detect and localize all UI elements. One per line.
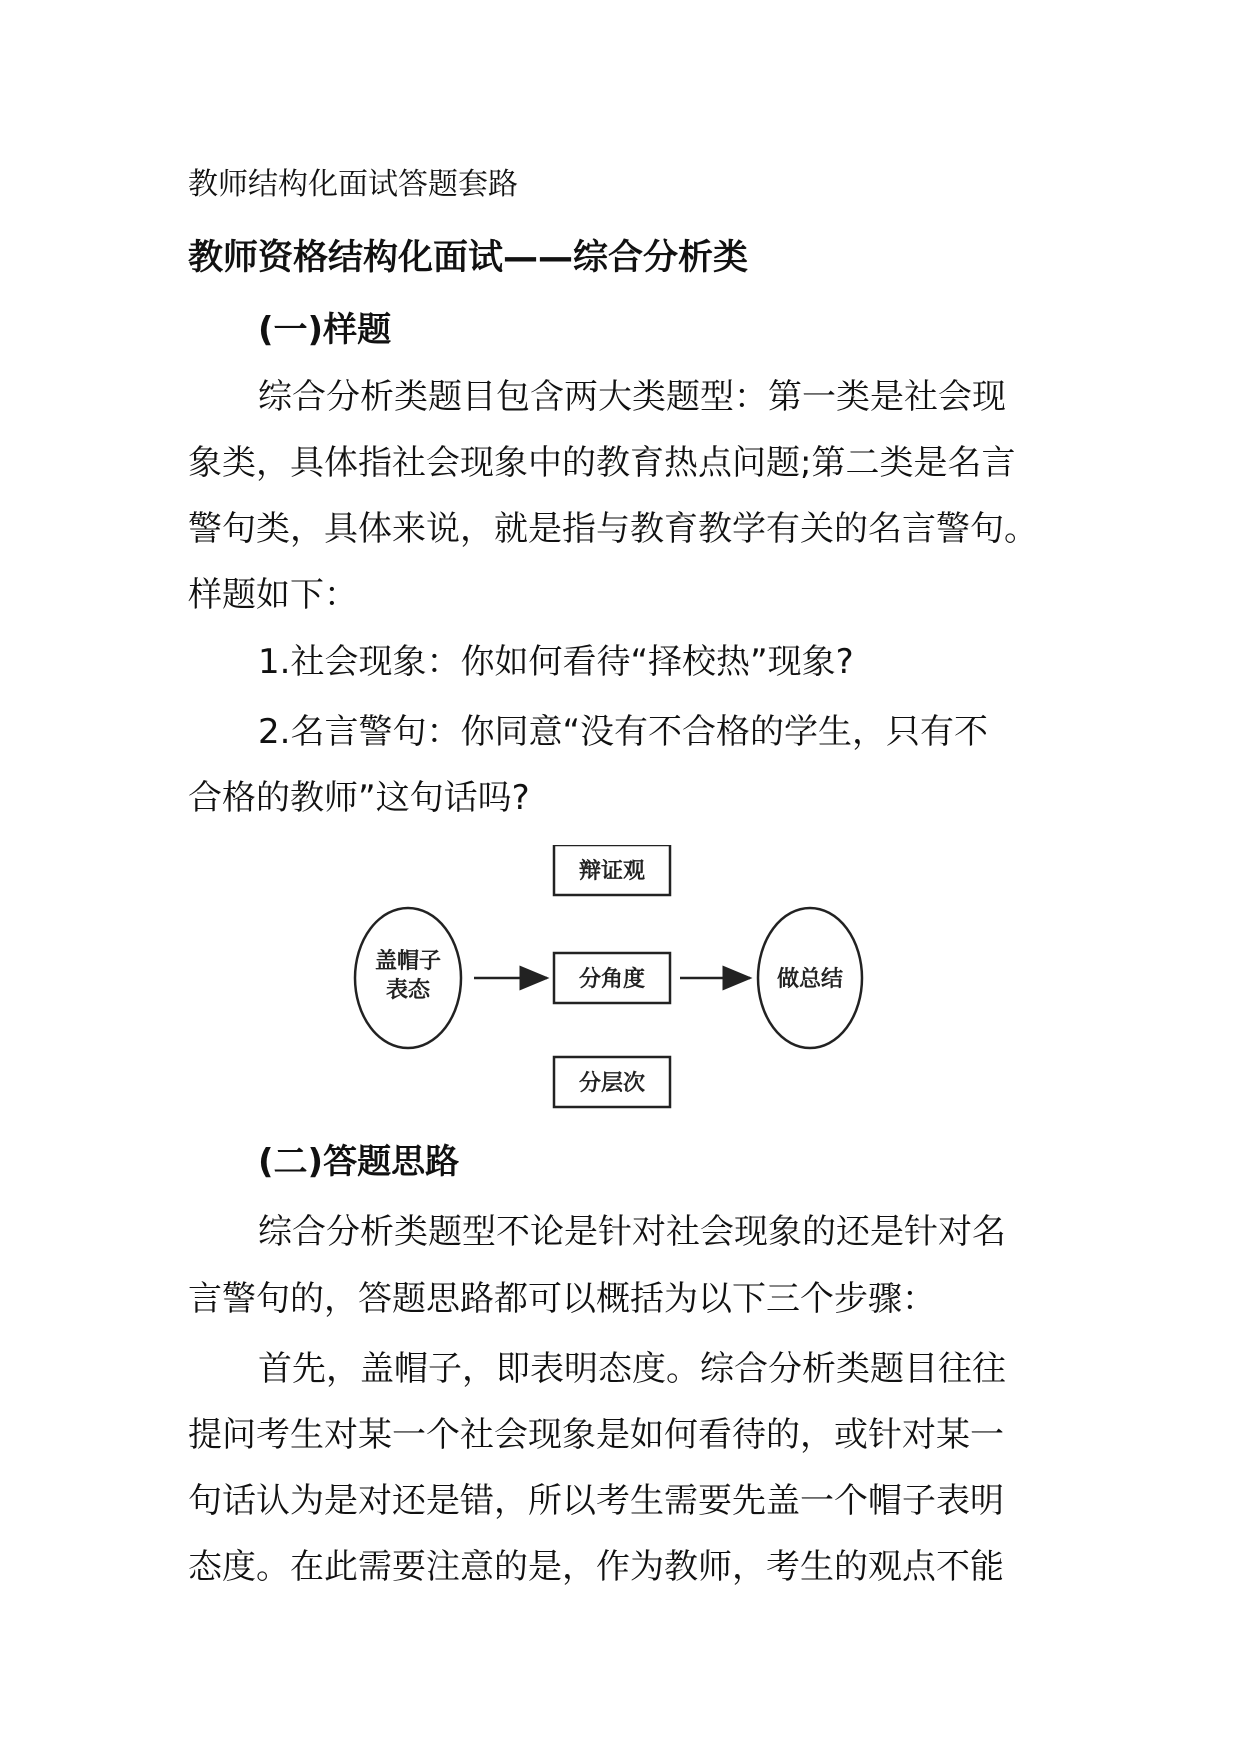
stance-node-label: 盖帽子 [374,948,442,974]
sample-question-2-line: 2.名言警句：你同意“没有不合格的学生，只有不 [258,712,989,752]
summary-node-label: 做总结 [776,966,844,992]
paragraph-line: 样题如下： [188,575,358,615]
perspectives-box-label: 分角度 [578,966,646,992]
section1-title: (一)样题 [258,310,392,350]
answer-flow-diagram [350,845,890,1115]
paragraph-line: 综合分析类题目包含两大类题型：第一类是社会现 [258,377,1006,417]
sample-question-1: 1.社会现象：你如何看待“择校热”现象? [258,642,854,682]
document-title: 教师结构化面试答题套路 [188,167,518,202]
stance-node-label: 表态 [385,977,431,1003]
section2-title: (二)答题思路 [258,1142,460,1182]
sample-question-2-line: 合格的教师”这句话吗? [188,778,530,818]
dialectical-box-label: 辩证观 [578,858,646,884]
paragraph-line: 警句类，具体来说，就是指与教育教学有关的名言警句。 [188,509,1038,549]
levels-box-label: 分层次 [578,1070,646,1096]
paragraph-line: 言警句的，答题思路都可以概括为以下三个步骤： [188,1279,936,1319]
paragraph-line: 象类，具体指社会现象中的教育热点问题;第二类是名言 [188,443,1016,483]
paragraph-line: 提问考生对某一个社会现象是如何看待的，或针对某一 [188,1415,1004,1455]
paragraph-line: 句话认为是对还是错，所以考生需要先盖一个帽子表明 [188,1481,1004,1521]
paragraph-line: 首先，盖帽子，即表明态度。综合分析类题目往往 [258,1349,1006,1389]
paragraph-line: 综合分析类题型不论是针对社会现象的还是针对名 [258,1212,1006,1252]
main-heading: 教师资格结构化面试——综合分析类 [188,238,749,278]
paragraph-line: 态度。在此需要注意的是，作为教师，考生的观点不能 [188,1547,1004,1587]
